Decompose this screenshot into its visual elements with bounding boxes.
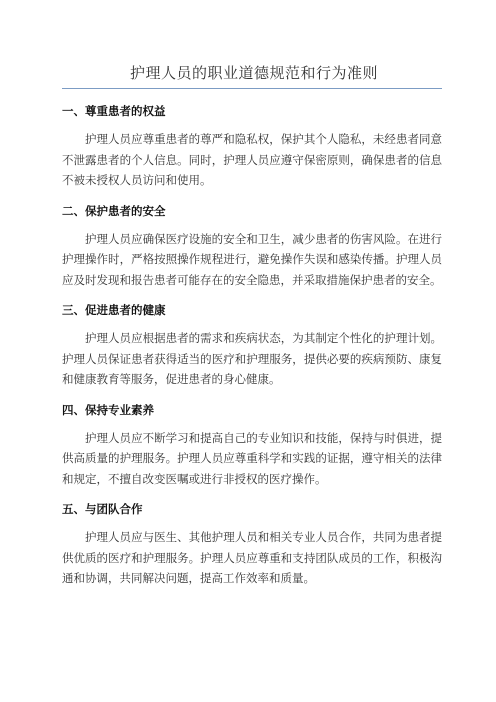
section-heading: 二、保护患者的安全 [62,203,166,218]
section-teamwork [62,499,442,589]
section-paragraph: 护理人员应与医生、其他护理人员和相关专业人员合作，共同为患者提供优质的医疗和护理服务。护理人员应尊重和支持团队成员的工作，积极沟通和协调，共同解决问题，提高工作效率和质量。 [62,530,442,585]
section-patient-safety [62,201,442,291]
section-heading: 一、尊重患者的权益 [62,104,166,118]
section-paragraph: 护理人员应确保医疗设施的安全和卫生，减少患者的伤害风险。在进行护理操作时，严格按照操作规程进行，避免操作失误和感染传播。护理人员应及时发现和报告患者可能存在的安全隐患，并采取措施保护患者的安全。 [62,231,442,287]
section-heading: 四、保持专业素养 [62,402,154,417]
section-promote-health [62,300,442,390]
section-heading: 五、与团队合作 [62,502,143,516]
title-divider [62,88,442,89]
section-paragraph: 护理人员应尊重患者的尊严和隐私权，保护其个人隐私，未经患者同意不泄露患者的个人信息。同时，护理人员应遵守保密原则，确保患者的信息不被未授权人员访问和使用。 [62,132,442,187]
section-professionalism [62,400,442,490]
section-heading: 三、促进患者的健康 [62,303,166,317]
section-paragraph: 护理人员应根据患者的需求和疾病状态，为其制定个性化的护理计划。护理人员保证患者获得适当的医疗和护理服务，提供必要的疾病预防、康复和健康教育等服务，促进患者的身心健康。 [62,331,442,386]
section-paragraph: 护理人员应不断学习和提高自己的专业知识和技能，保持与时俱进，提供高质量的护理服务。护理人员应尊重科学和实践的证据，遵守相关的法律和规定，不擅自改变医嘱或进行非授权的医疗操作。 [62,430,442,486]
section-respect-rights [62,101,442,191]
document-title: 护理人员的职业道德规范和行为准则 [129,64,378,82]
